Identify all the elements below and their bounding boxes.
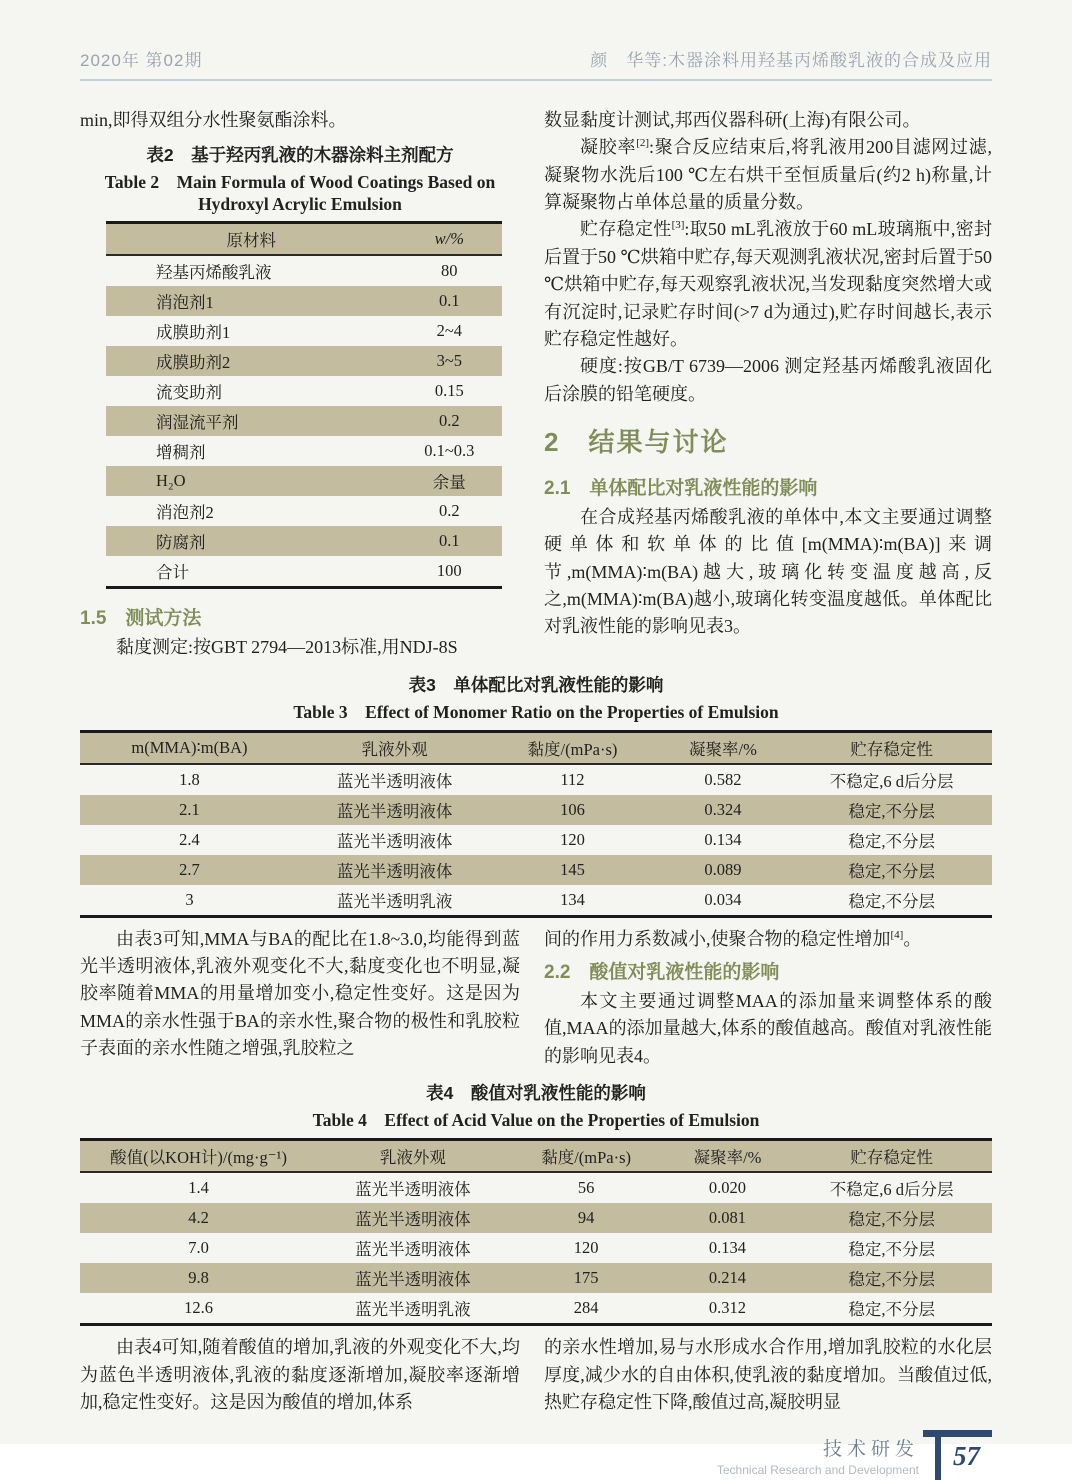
table-row xyxy=(106,436,502,466)
table-row xyxy=(80,1263,992,1293)
table-3 xyxy=(80,730,992,918)
cell: 4.2 xyxy=(188,1208,209,1228)
cell: 蓝光半透明液体 xyxy=(355,1240,471,1260)
cell: 蓝光半透明液体 xyxy=(336,801,453,821)
table-row xyxy=(80,825,992,855)
footer-label-cn: 技术研发 xyxy=(822,1438,919,1460)
paragraph: 数显黏度计测试,邦西仪器科研(上海)有限公司。 xyxy=(544,110,921,130)
right-column xyxy=(544,107,992,662)
column-header: 贮存稳定性 xyxy=(850,1148,933,1168)
cell: 120 xyxy=(560,829,585,849)
paragraph xyxy=(544,926,992,953)
cell: 稳定,不分层 xyxy=(848,891,935,911)
column-header: 黏度/(mPa·s) xyxy=(527,739,618,759)
column-header: 酸值(以KOH计)/(mg·g⁻¹) xyxy=(110,1148,287,1168)
cell: 120 xyxy=(573,1238,599,1258)
cell: 0.1 xyxy=(438,291,460,311)
cell: 稳定,不分层 xyxy=(848,1210,935,1230)
paragraph: 黏度测定:按GBT 2794—2013标准,用NDJ-8S xyxy=(116,637,458,658)
table4-caption-cn: 表4 酸值对乳液性能的影响 xyxy=(426,1083,646,1104)
column-header: 凝聚率/% xyxy=(689,739,757,759)
table-row xyxy=(80,1172,992,1203)
page-footer xyxy=(80,1416,992,1480)
cell: 蓝光半透明液体 xyxy=(336,861,453,881)
text-run: 贮存稳定性 xyxy=(580,219,672,240)
reference-4: [4] xyxy=(890,928,904,941)
cell: 134 xyxy=(560,889,585,909)
table-row xyxy=(106,556,502,588)
reference-2: [2] xyxy=(636,137,650,150)
cell: 2.1 xyxy=(179,799,200,819)
text-run: :取50 mL乳液放于60 mL玻璃瓶中,密封后置于50 ℃烘箱中贮存,每天观测乳液状况,密封后置于50 ℃烘箱中贮存,每天观察乳液状况,当发现黏度突然增大或有沉淀时,记录贮存时间(>7 d为通过),贮存时间越长,表示贮存稳定性越好。 xyxy=(544,219,992,349)
cell: 0.2 xyxy=(438,411,460,431)
cell: 0.312 xyxy=(708,1298,747,1318)
paragraph: 由表3可知,MMA与BA的配比在1.8~3.0,均能得到蓝光半透明液体,乳液外观变化不大,黏度变化也不明显,凝胶率随着MMA的用量增加变小,稳定性变好。这是因为MMA的亲水性强于BA的亲水性,聚合物的极性和乳胶粒子表面的亲水性随之增强,乳胶粒之 xyxy=(80,928,520,1059)
paragraph: 本文主要通过调整MAA的添加量来调整体系的酸值,MAA的添加量越大,体系的酸值越高。酸值对乳液性能的影响见表4。 xyxy=(544,991,992,1066)
cell: 0.1 xyxy=(438,531,460,551)
cell: 合计 xyxy=(156,563,189,583)
page-number-box xyxy=(935,1430,992,1480)
section-heading-2-2: 2.2 酸值对乳液性能的影响 xyxy=(544,962,780,984)
table-row xyxy=(106,406,502,436)
table-row xyxy=(80,1293,992,1325)
cell: 蓝光半透明乳液 xyxy=(336,891,453,911)
paragraph: 在合成羟基丙烯酸乳液的单体中,本文主要通过调整硬单体和软单体的比值[m(MMA)∶m(BA)]来调节,m(MMA)∶m(BA)越大,玻璃化转变温度越高,反之,m(MMA)∶m(BA)越小,玻璃化转变温度越低。单体配比对乳液性能的影响见表3。 xyxy=(544,506,992,637)
cell: 284 xyxy=(573,1298,599,1318)
cell: 100 xyxy=(436,561,462,581)
cell: 0.15 xyxy=(434,381,464,401)
cell: 蓝光半透明液体 xyxy=(355,1210,471,1230)
cell: 余量 xyxy=(432,473,466,493)
cell: 不稳定,6 d后分层 xyxy=(829,1180,954,1200)
table-row xyxy=(106,376,502,406)
cell: 175 xyxy=(573,1268,599,1288)
footer-section-label xyxy=(717,1434,919,1477)
column-header: w/% xyxy=(434,229,464,249)
left-column xyxy=(80,926,520,1070)
section-heading-1-5: 1.5 测试方法 xyxy=(80,608,202,630)
cell: 蓝光半透明液体 xyxy=(355,1180,471,1200)
cell: 稳定,不分层 xyxy=(848,1270,935,1290)
cell: 3 xyxy=(185,889,194,909)
cell: 成膜助剂1 xyxy=(156,323,231,343)
cell: 稳定,不分层 xyxy=(848,831,935,851)
table-row xyxy=(80,855,992,885)
cell: 1.8 xyxy=(179,769,200,789)
storage-stability-paragraph xyxy=(544,216,992,353)
table3-block xyxy=(80,662,992,918)
cell: 稳定,不分层 xyxy=(848,861,935,881)
paragraph: 由表4可知,随着酸值的增加,乳液的外观变化不大,均为蓝色半透明液体,乳液的黏度逐渐增加,凝胶率逐渐增加,稳定性变好。这是因为酸值的增加,体系 xyxy=(80,1337,520,1412)
table-row xyxy=(80,764,992,795)
column-header: 乳液外观 xyxy=(361,739,428,759)
cell: 润湿流平剂 xyxy=(156,413,239,433)
cell: 94 xyxy=(577,1208,595,1228)
cell: 蓝光半透明液体 xyxy=(336,771,453,791)
cell: 80 xyxy=(441,261,458,281)
cell: 1.4 xyxy=(188,1178,209,1198)
cell: 0.134 xyxy=(708,1238,747,1258)
table-row xyxy=(106,316,502,346)
left-column xyxy=(80,1334,520,1416)
cell: 2.7 xyxy=(179,859,200,879)
cell: 0.134 xyxy=(704,829,742,849)
right-column xyxy=(544,926,992,1070)
column-header: 黏度/(mPa·s) xyxy=(541,1148,632,1168)
column-header: 凝聚率/% xyxy=(693,1148,762,1168)
column-header: 贮存稳定性 xyxy=(850,739,933,759)
table3-caption-cn: 表3 单体配比对乳液性能的影响 xyxy=(408,674,664,695)
table2-caption-en-line2: Hydroxyl Acrylic Emulsion xyxy=(198,194,402,215)
table2-caption-en xyxy=(80,169,520,215)
table-4 xyxy=(80,1138,992,1326)
cell: 流变助剂 xyxy=(156,383,222,403)
cell: 12.6 xyxy=(184,1298,213,1318)
cell: H₂O xyxy=(156,471,186,491)
cell: 0.2 xyxy=(438,501,460,521)
table-header-row xyxy=(80,731,992,764)
page-number: 57 xyxy=(953,1441,980,1472)
section-heading-2: 2 结果与讨论 xyxy=(544,426,729,457)
section-heading-2-1: 2.1 单体配比对乳液性能的影响 xyxy=(544,477,818,499)
table-2 xyxy=(106,221,502,589)
cell: 0.020 xyxy=(708,1178,747,1198)
cell: 消泡剂2 xyxy=(156,503,214,523)
hardness-paragraph: 硬度:按GB/T 6739—2006 测定羟基丙烯酸乳液固化后涂膜的铅笔硬度。 xyxy=(544,356,992,404)
cell: 3~5 xyxy=(436,351,463,371)
section-top xyxy=(80,107,992,662)
footer-label-en: Technical Research and Development xyxy=(716,1462,919,1477)
cell: 0.081 xyxy=(708,1208,747,1228)
table-row xyxy=(106,466,502,496)
left-column xyxy=(80,107,520,662)
column-header: 乳液外观 xyxy=(379,1148,446,1168)
column-header: m(MMA)∶m(BA) xyxy=(131,737,248,757)
cell: 56 xyxy=(577,1178,595,1198)
cell: 0.1~0.3 xyxy=(424,441,475,461)
table-row xyxy=(106,255,502,286)
paragraph: min,即得双组分水性聚氨酯涂料。 xyxy=(80,110,347,130)
table-header-row xyxy=(106,223,502,256)
cell: 羟基丙烯酸乳液 xyxy=(156,263,272,283)
text-run: 间的作用力系数减小,使聚合物的稳定性增加 xyxy=(544,928,891,949)
table-row xyxy=(106,526,502,556)
cell: 不稳定,6 d后分层 xyxy=(829,771,954,791)
cell: 2.4 xyxy=(179,829,200,849)
cell: 0.034 xyxy=(704,889,742,909)
cell: 0.089 xyxy=(704,859,742,879)
table-row xyxy=(80,1233,992,1263)
paragraph: 的亲水性增加,易与水形成水合作用,增加乳胶粒的水化层厚度,减少水的自由体积,使乳液的黏度增加。当酸值过低,热贮存稳定性下降,酸值过高,凝胶明显 xyxy=(544,1337,992,1412)
table4-caption-en: Table 4 Effect of Acid Value on the Properties of Emulsion xyxy=(312,1110,760,1131)
section-bottom xyxy=(80,1334,992,1416)
table-row xyxy=(80,795,992,825)
running-head-issue: 2020年 第02期 xyxy=(80,51,203,70)
cell: 成膜助剂2 xyxy=(156,353,231,373)
cell: 蓝光半透明乳液 xyxy=(355,1300,471,1320)
table-row xyxy=(106,346,502,376)
reference-3: [3] xyxy=(671,219,685,232)
table-header-row xyxy=(80,1140,992,1173)
section-middle xyxy=(80,926,992,1070)
table-row xyxy=(106,286,502,316)
table2-caption-cn: 表2 基于羟丙乳液的木器涂料主剂配方 xyxy=(146,145,454,166)
cell: 蓝光半透明液体 xyxy=(355,1270,471,1290)
running-head-article-title: 颜 华等:木器涂料用羟基丙烯酸乳液的合成及应用 xyxy=(590,51,992,70)
cell: 防腐剂 xyxy=(156,533,206,553)
text-run: 凝胶率 xyxy=(580,137,637,158)
right-column xyxy=(544,1334,992,1416)
column-header: 原材料 xyxy=(226,231,277,251)
cell: 9.8 xyxy=(188,1268,209,1288)
cell: 增稠剂 xyxy=(156,443,206,463)
text-run: 。 xyxy=(903,928,922,949)
cell: 7.0 xyxy=(188,1238,209,1258)
table-row xyxy=(80,885,992,917)
running-head xyxy=(80,46,992,81)
cell: 稳定,不分层 xyxy=(848,1300,935,1320)
cell: 112 xyxy=(560,769,585,789)
cell: 稳定,不分层 xyxy=(848,801,935,821)
cell: 消泡剂1 xyxy=(156,293,214,313)
cell: 145 xyxy=(560,859,585,879)
gel-rate-paragraph xyxy=(544,134,992,216)
text-run: :聚合反应结束后,将乳液用200目滤网过滤,凝聚物水洗后100 ℃左右烘干至恒质量后(约2 h)称量,计算凝聚物占单体总量的质量分数。 xyxy=(544,137,993,213)
cell: 蓝光半透明液体 xyxy=(336,831,453,851)
cell: 0.214 xyxy=(708,1268,747,1288)
cell: 106 xyxy=(560,799,585,819)
cell: 2~4 xyxy=(436,321,463,341)
cell: 0.324 xyxy=(704,799,742,819)
table-row xyxy=(106,496,502,526)
table-row xyxy=(80,1203,992,1233)
table2-caption-en-line1: Table 2 Main Formula of Wood Coatings Based on xyxy=(104,172,496,193)
cell: 稳定,不分层 xyxy=(848,1240,935,1260)
table3-caption-en: Table 3 Effect of Monomer Ratio on the Properties of Emulsion xyxy=(293,701,779,722)
table4-block xyxy=(80,1070,992,1326)
cell: 0.582 xyxy=(704,769,742,789)
